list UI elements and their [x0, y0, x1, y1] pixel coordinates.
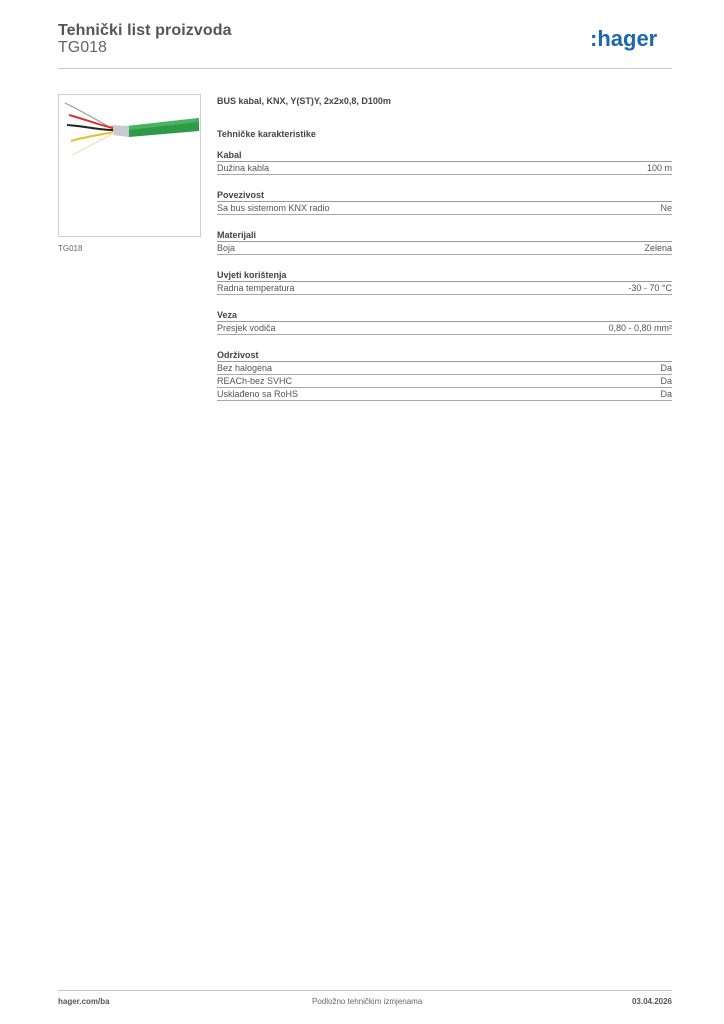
spec-label: Boja: [217, 243, 236, 253]
spec-label: REACh-bez SVHC: [217, 376, 293, 386]
image-caption: TG018: [58, 244, 83, 253]
group-materijali: [217, 229, 672, 255]
footer-note: Podložno tehničkim izmjenama: [312, 997, 423, 1006]
spec-row: [217, 202, 672, 215]
group-title: Materijali: [217, 229, 672, 242]
group-odrzivost: [217, 349, 672, 401]
header-divider: [58, 68, 672, 69]
hager-logo: [590, 26, 672, 52]
spec-value: Da: [660, 376, 672, 386]
spec-value: 100 m: [646, 163, 672, 173]
footer-website: hager.com/ba: [58, 997, 110, 1006]
product-details: [217, 96, 672, 401]
product-name: BUS kabal, KNX, Y(ST)Y, 2x2x0,8, D100m: [217, 96, 391, 106]
spec-label: Usklađeno sa RoHS: [217, 389, 299, 399]
footer-divider: [58, 990, 672, 991]
spec-value: 0,80 - 0,80 mm²: [608, 323, 672, 333]
spec-label: Dužina kabla: [217, 163, 270, 173]
cable-shield: [111, 125, 129, 137]
spec-row: [217, 388, 672, 401]
group-title: Veza: [217, 309, 672, 322]
group-kabal: [217, 149, 672, 175]
spec-label: Presjek vodiča: [217, 323, 276, 333]
footer-date: 03.04.2026: [631, 997, 672, 1006]
document-title: Tehnički list proizvoda: [58, 22, 232, 39]
spec-label: Sa bus sistemom KNX radio: [217, 203, 330, 213]
cable-illustration: [59, 95, 202, 238]
spec-row: [217, 242, 672, 255]
spec-row: [217, 362, 672, 375]
spec-value: Da: [660, 389, 672, 399]
section-title: Tehničke karakteristike: [217, 129, 316, 139]
page-header: [58, 20, 672, 70]
spec-value: Da: [660, 363, 672, 373]
spec-row: [217, 162, 672, 175]
svg-text::hager: :hager: [590, 26, 658, 51]
spec-label: Radna temperatura: [217, 283, 295, 293]
group-povezivost: [217, 189, 672, 215]
group-veza: [217, 309, 672, 335]
spec-value: Zelena: [644, 243, 672, 253]
spec-value: Ne: [660, 203, 672, 213]
spec-row: [217, 322, 672, 335]
spec-row: [217, 282, 672, 295]
group-uvjeti: [217, 269, 672, 295]
product-image: [58, 94, 201, 237]
spec-label: Bez halogena: [217, 363, 273, 373]
group-title: Povezivost: [217, 189, 672, 202]
group-title: Održivost: [217, 349, 672, 362]
group-title: Kabal: [217, 149, 672, 162]
product-code: TG018: [58, 39, 107, 56]
group-title: Uvjeti korištenja: [217, 269, 672, 282]
spec-value: -30 - 70 °C: [628, 283, 672, 293]
spec-row: [217, 375, 672, 388]
